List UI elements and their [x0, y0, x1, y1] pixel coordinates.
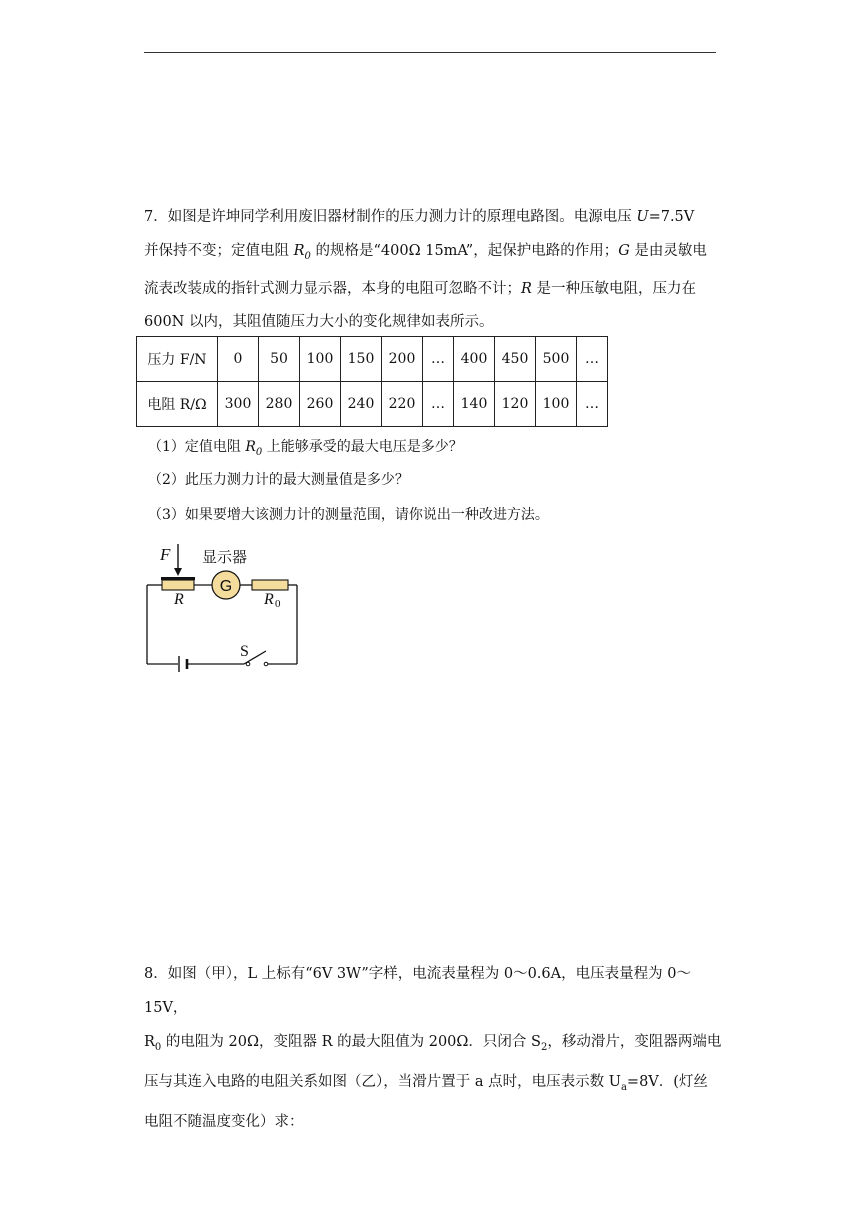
q8-line2-s2sub: 2 [540, 1041, 548, 1053]
r-label: R [174, 591, 184, 608]
q8-line4: 电阻不随温度变化）求： [144, 1113, 304, 1130]
table-row [137, 382, 608, 427]
table-cell: 450 [495, 337, 536, 382]
table-cell: … [423, 337, 454, 382]
q7-line2a: 并保持不变；定值电阻 [144, 242, 294, 259]
q7-var-u: U [636, 209, 649, 225]
q7-line2c: 是由灵敏电 [629, 242, 707, 259]
q7-line4: 600N 以内，其阻值随压力大小的变化规律如表所示。 [144, 314, 494, 331]
table-cell: … [577, 382, 608, 427]
fixed-resistor-r0 [252, 580, 288, 590]
table-cell: 120 [495, 382, 536, 427]
question-8-text [144, 957, 734, 1139]
q8-line2a: R [144, 1034, 155, 1050]
table-cell: 150 [341, 337, 382, 382]
q8-line3-sub: a [620, 1081, 627, 1093]
force-arrow-head [174, 568, 182, 576]
table-cell: … [577, 337, 608, 382]
table-cell: 140 [454, 382, 495, 427]
display-label: 显示器 [202, 548, 248, 566]
q7-var-r0: R [293, 242, 305, 259]
q7-line2b: 的规格是“400Ω 15mA”，起保护电路的作用； [310, 242, 619, 259]
q8-line2-sub: 0 [154, 1041, 162, 1053]
table-cell: 240 [341, 382, 382, 427]
sub-question-2: （2）此压力测力计的最大测量值是多少？ [148, 472, 409, 488]
q7-var-g: G [618, 242, 630, 259]
row-label-pressure: 压力 F/N [137, 337, 218, 382]
switch-label: S [240, 643, 249, 660]
r0-label-sub: 0 [275, 598, 281, 610]
q7-var-r0-sub: 0 [304, 250, 311, 262]
pressure-resistance-table [136, 336, 608, 427]
s1-var-r: R [245, 439, 256, 455]
q8-line2b: 的电阻为 20Ω，变阻器 R 的最大阻值为 200Ω．只闭合 S [161, 1034, 541, 1050]
table-cell: 400 [454, 337, 495, 382]
table-cell: 500 [536, 337, 577, 382]
s1-var-sub: 0 [255, 446, 263, 458]
q7-line1-end: =7.5V [648, 209, 695, 225]
q7-var-r: R [521, 280, 532, 297]
q7-line3b: 是一种压敏电阻，压力在 [531, 280, 697, 297]
q7-line3a: 流表改装成的指针式测力显示器，本身的电阻可忽略不计； [144, 280, 521, 297]
q8-line3a: 压与其连入电路的电阻关系如图（乙），当滑片置于 a 点时，电压表示数 U [144, 1073, 621, 1090]
sub-question-3: （3）如果要增大该测力计的测量范围，请你说出一种改进方法。 [148, 507, 549, 523]
table-cell: 280 [259, 382, 300, 427]
q8-line1: 8．如图（甲），L 上标有“6V 3W”字样，电流表量程为 0～0.6A，电压表量程为 0～15V， [144, 966, 691, 1016]
sub-question-1 [148, 436, 463, 458]
header-rule [144, 52, 716, 53]
q8-line3b: =8V．(灯丝 [626, 1073, 708, 1090]
table-cell: 260 [300, 382, 341, 427]
table-cell: 100 [536, 382, 577, 427]
table-cell: 0 [218, 337, 259, 382]
table-cell: 50 [259, 337, 300, 382]
table-cell: 220 [382, 382, 423, 427]
question-7-text [144, 201, 734, 340]
q7-line1: 7．如图是许坤同学利用废旧器材制作的压力测力计的原理电路图。电源电压 [144, 209, 637, 225]
table-cell: … [423, 382, 454, 427]
row-label-resistance: 电阻 R/Ω [137, 382, 218, 427]
galvanometer-label: G [219, 578, 233, 595]
s1-text-a: （1）定值电阻 [148, 439, 246, 455]
pressure-resistor-r [162, 580, 194, 590]
table-cell: 100 [300, 337, 341, 382]
r0-label: R [264, 591, 274, 608]
table-row [137, 337, 608, 382]
table-cell: 300 [218, 382, 259, 427]
circuit-diagram [142, 540, 312, 675]
force-label: F [160, 545, 171, 564]
q8-line2c: ，移动滑片，变阻器两端电 [547, 1034, 722, 1050]
table-cell: 200 [382, 337, 423, 382]
s1-text-b: 上能够承受的最大电压是多少？ [262, 439, 463, 455]
